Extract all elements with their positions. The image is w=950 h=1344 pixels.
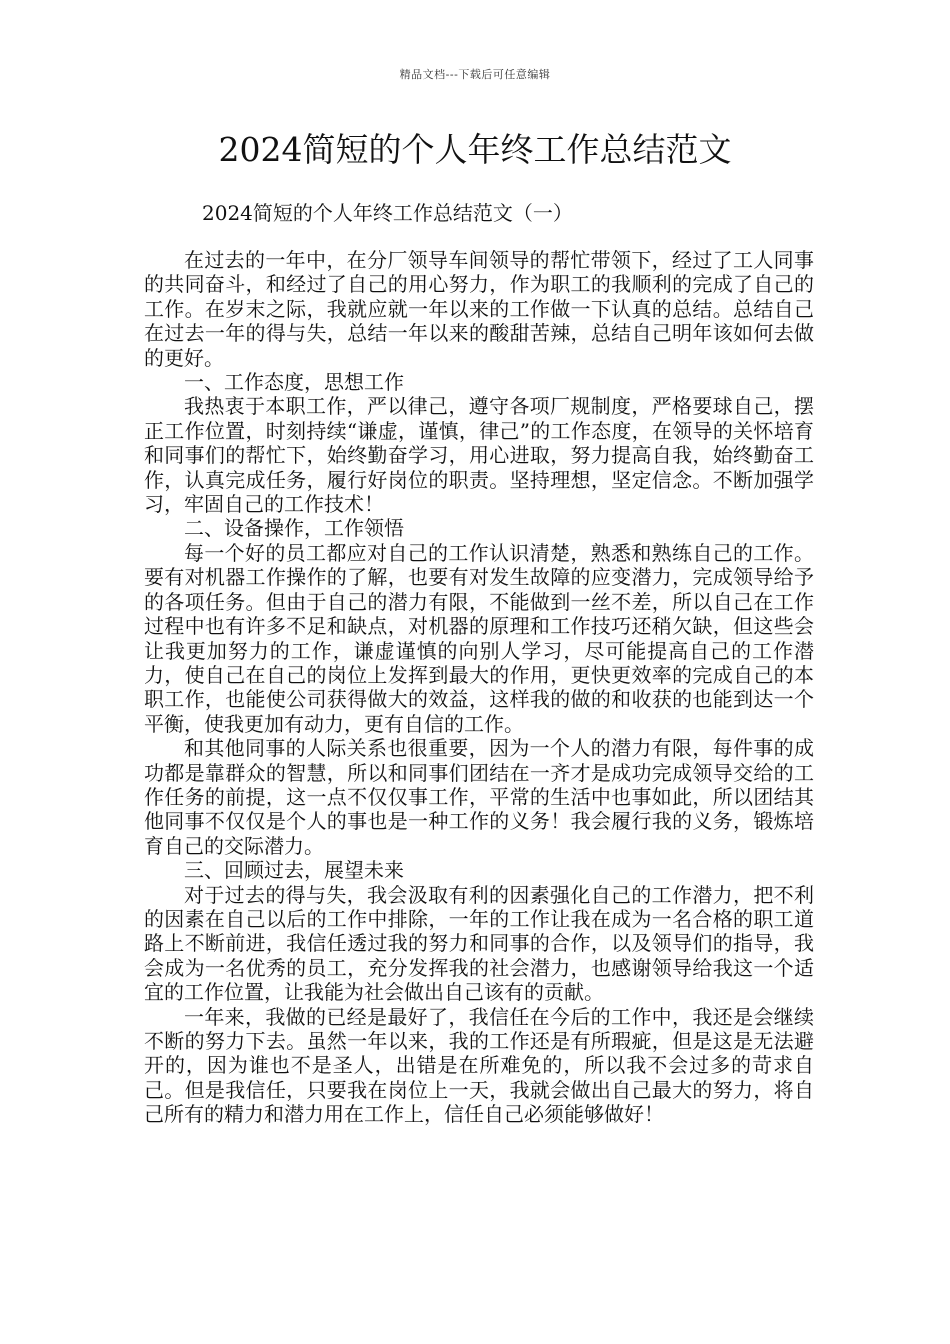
header-note: 精品文档---下载后可任意编辑 <box>399 68 551 81</box>
section-heading-2: 二、设备操作，工作领悟 <box>184 516 404 541</box>
paragraph-relations: 和其他同事的人际关系也很重要，因为一个人的潜力有限，每件事的成功都是靠群众的智慧，所以和同事们团结在一齐才是成功完成领导交给的工作任务的前提，这一点不仅仅事工作，平常的生活中也事如此，所以团结其他同事不仅仅是个人的事也是一种工作的义务！我会履行我的义务，锻炼培育自己的交际潜力。 <box>144 736 814 858</box>
section-heading-1: 一、工作态度，思想工作 <box>184 370 404 395</box>
document-body <box>144 248 814 1127</box>
paragraph-attitude: 我热衷于本职工作，严以律己，遵守各项厂规制度，严格要球自己，摆正工作位置，时刻持续“谦虚，谨慎，律己”的工作态度，在领导的关怀培育和同事们的帮忙下，始终勤奋学习，用心进取，努力提高自我，始终勤奋工作，认真完成任务，履行好岗位的职责。坚持理想，坚定信念。不断加强学习，牢固自己的工作技术！ <box>144 394 814 517</box>
section-subtitle: 2024简短的个人年终工作总结范文（一） <box>202 201 573 225</box>
paragraph-review: 对于过去的得与失，我会汲取有利的因素强化自己的工作潜力，把不利的因素在自己以后的工作中排除，一年的工作让我在成为一名合格的职工道路上不断前进，我信任透过我的努力和同事的合作，以及领导们的指导，我会成为一名优秀的员工，充分发挥我的社会潜力，也感谢领导给我这一个适宜的工作位置，让我能为社会做出自己该有的贡献。 <box>144 882 814 1005</box>
document-title: 2024简短的个人年终工作总结范文 <box>218 130 732 169</box>
paragraph-equipment: 每一个好的员工都应对自己的工作认识清楚，熟悉和熟练自己的工作。要有对机器工作操作的了解，也要有对发生故障的应变潜力，完成领导给予的各项任务。但由于自己的潜力有限，不能做到一丝不差，所以自己在工作过程中也有许多不足和缺点，对机器的原理和工作技巧还稍欠缺，但这些会让我更加努力的工作，谦虚谨慎的向别人学习，尽可能提高自己的工作潜力，使自己在自己的岗位上发挥到最大的作用，更快更效率的完成自己的本职工作，也能使公司获得做大的效益，这样我的做的和收获的也能到达一个平衡，使我更加有动力，更有自信的工作。 <box>144 540 814 736</box>
paragraph-conclusion: 一年来，我做的已经是最好了，我信任在今后的工作中，我还是会继续不断的努力下去。虽然一年以来，我的工作还是有所瑕疵，但是这是无法避开的，因为谁也不是圣人，出错是在所难免的，所以我不会过多的苛求自己。但是我信任，只要我在岗位上一天，我就会做出自己最大的努力，将自己所有的精力和潜力用在工作上，信任自己必须能够做好！ <box>144 1004 814 1127</box>
section-heading-3: 三、回顾过去，展望未来 <box>184 858 404 883</box>
paragraph-intro: 在过去的一年中，在分厂领导车间领导的帮忙带领下，经过了工人同事的共同奋斗，和经过了自己的用心努力，作为职工的我顺利的完成了自己的工作。在岁末之际，我就应就一年以来的工作做一下认真的总结。总结自己在过去一年的得与失，总结一年以来的酸甜苦辣，总结自己明年该如何去做的更好。 <box>144 248 814 370</box>
